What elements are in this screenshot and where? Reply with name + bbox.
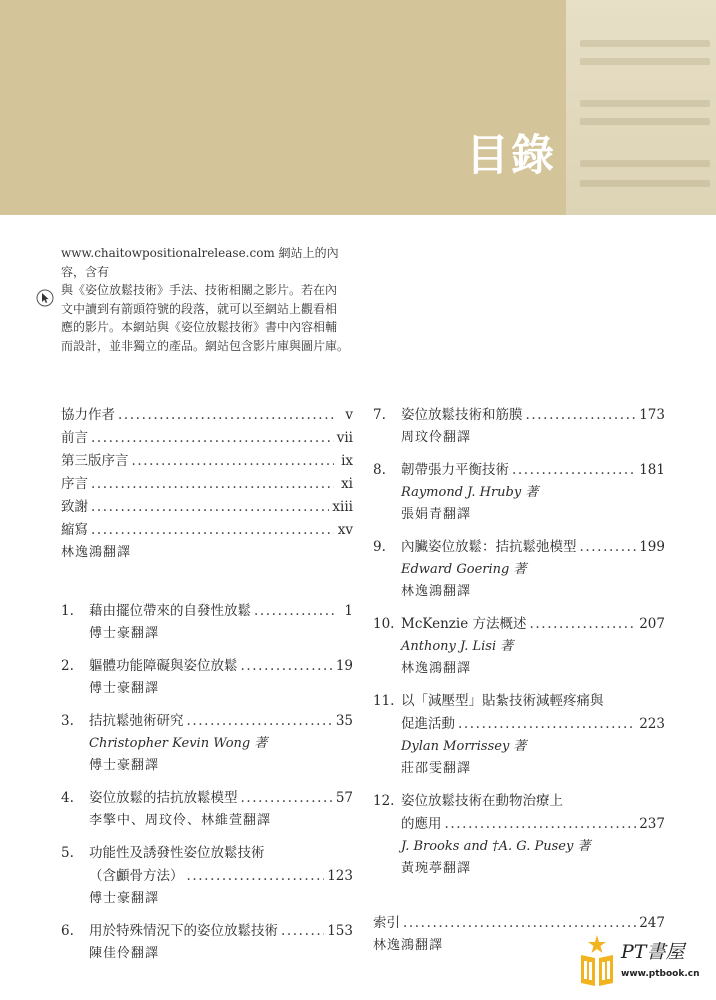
toc-entry-chapter[interactable]: [61, 842, 353, 910]
translator: 林逸鴻翻譯: [61, 545, 132, 560]
leader-dots: [241, 787, 333, 810]
leader-dots: [187, 865, 325, 888]
leader-dots: [512, 459, 636, 482]
toc-row: [61, 519, 353, 542]
toc-row: [61, 920, 353, 943]
leader-dots: [281, 920, 324, 943]
toc-row: [373, 404, 665, 427]
toc-entry-chapter[interactable]: [61, 655, 353, 700]
chapter-number: 8.: [373, 462, 386, 478]
toc-row: [61, 496, 353, 519]
page-number: 247: [639, 915, 665, 931]
page-number: 199: [639, 539, 665, 555]
toc-entry-chapter[interactable]: [373, 536, 665, 603]
page-number: 1: [344, 603, 353, 619]
toc-entry-front-matter[interactable]: [61, 450, 353, 473]
toc-row: [61, 404, 353, 427]
toc-row: [61, 842, 353, 865]
entry-title: 內臟姿位放鬆：拮抗鬆弛模型: [401, 539, 577, 555]
toc-entry-chapter[interactable]: [373, 790, 665, 880]
page-number: 19: [335, 658, 353, 674]
toc-entry-front-matter[interactable]: [61, 427, 353, 450]
toc-row: [373, 790, 665, 813]
site-logo: [577, 927, 709, 993]
author: Christopher Kevin Wong 著: [89, 736, 268, 751]
entry-title: 拮抗鬆弛術研究: [89, 713, 184, 729]
logo-name: PT書屋: [621, 941, 685, 963]
toc-entry-front-matter[interactable]: [61, 496, 353, 519]
header-side-strip: [566, 0, 716, 215]
leader-dots: [241, 655, 333, 678]
entry-title: 姿位放鬆技術和筋膜: [401, 407, 523, 423]
toc-entry-chapter[interactable]: [61, 787, 353, 832]
page-number: 223: [639, 716, 665, 732]
entry-title: 前言: [61, 430, 88, 446]
toc-column-left: [61, 404, 353, 975]
leader-dots: [118, 404, 334, 427]
toc-row: [373, 613, 665, 636]
page-number: 57: [335, 790, 353, 806]
translator: 周玟伶翻譯: [401, 430, 472, 445]
entry-title: 序言: [61, 476, 88, 492]
toc-entry-chapter[interactable]: [373, 459, 665, 526]
entry-title: 以「減壓型」貼紮技術減輕疼痛與: [401, 693, 604, 709]
toc-entry-chapter[interactable]: [373, 690, 665, 780]
leader-dots: [91, 473, 334, 496]
chapter-number: 3.: [61, 713, 74, 729]
translator: 林逸鴻翻譯: [401, 661, 472, 676]
toc-row: [373, 690, 665, 713]
translator: 傅士豪翻譯: [89, 626, 160, 641]
entry-title: 功能性及誘發性姿位放鬆技術: [89, 845, 265, 861]
leader-dots: [580, 536, 637, 559]
logo-url: www.ptbook.cn: [621, 969, 700, 979]
entry-title: 致謝: [61, 499, 88, 515]
page-number: 153: [327, 923, 353, 939]
translator: 黃琬葶翻譯: [401, 861, 472, 876]
leader-dots: [458, 713, 636, 736]
translator: 傅士豪翻譯: [89, 758, 160, 773]
toc-row: [373, 713, 665, 736]
leader-dots: [254, 600, 334, 623]
toc-column-right: [373, 404, 665, 957]
page-number: xiii: [332, 499, 353, 515]
leader-dots: [91, 427, 334, 450]
entry-title-continued: 促進活動: [401, 716, 455, 732]
toc-entry-front-matter[interactable]: [61, 519, 353, 542]
toc-entry-chapter[interactable]: [373, 613, 665, 680]
toc-row: [61, 710, 353, 733]
chapter-number: 4.: [61, 790, 74, 806]
entry-title: 縮寫: [61, 522, 88, 538]
chapter-number: 9.: [373, 539, 386, 555]
page-number: xv: [337, 522, 353, 538]
toc-row: [61, 450, 353, 473]
page-number: xi: [341, 476, 353, 492]
entry-title: McKenzie 方法概述: [401, 616, 527, 632]
chapter-number: 12.: [373, 793, 395, 809]
toc-row: [61, 865, 353, 888]
chapter-number: 6.: [61, 923, 74, 939]
leader-dots: [132, 450, 335, 473]
open-book-icon: [577, 933, 617, 987]
entry-title: 藉由擺位帶來的自發性放鬆: [89, 603, 251, 619]
toc-row: [61, 655, 353, 678]
toc-row: [61, 787, 353, 810]
entry-title: 軀體功能障礙與姿位放鬆: [89, 658, 238, 674]
intro-line: 文中讀到有箭頭符號的段落，就可以至網站上觀看相: [61, 301, 338, 316]
entry-title-continued: 的應用: [401, 816, 442, 832]
entry-title: 姿位放鬆技術在動物治療上: [401, 793, 563, 809]
translator: 陳佳伶翻譯: [89, 946, 160, 961]
chapter-number: 5.: [61, 845, 74, 861]
entry-title: 韌帶張力平衡技術: [401, 462, 509, 478]
intro-line: 與《姿位放鬆技術》手法、技術相關之影片。若在內: [61, 283, 338, 297]
entry-title-continued: （含顱骨方法）: [89, 868, 184, 884]
toc-row: [373, 813, 665, 836]
leader-dots: [187, 710, 333, 733]
chapter-number: 10.: [373, 616, 395, 632]
entry-title: 協力作者: [61, 407, 115, 423]
toc-entry-chapter[interactable]: [61, 600, 353, 645]
translator: 張娟青翻譯: [401, 507, 472, 522]
chapter-number: 2.: [61, 658, 74, 674]
page-number: 173: [639, 407, 665, 423]
toc-entry-chapter[interactable]: [61, 710, 353, 777]
translator: 莊邵雯翻譯: [401, 761, 472, 776]
toc-entry-chapter[interactable]: [373, 404, 665, 449]
toc-row: [61, 600, 353, 623]
toc-row: [61, 473, 353, 496]
leader-dots: [91, 496, 329, 519]
translator: 傅士豪翻譯: [89, 891, 160, 906]
page-number: vii: [336, 430, 353, 446]
page-title: 目錄: [466, 131, 556, 181]
entry-title: 姿位放鬆的拮抗放鬆模型: [89, 790, 238, 806]
intro-line: 應的影片。本網站與《姿位放鬆技術》書中內容相輔: [61, 320, 338, 334]
toc-row: [373, 459, 665, 482]
page-number: 123: [327, 868, 353, 884]
chapter-number: 1.: [61, 603, 74, 619]
author: Dylan Morrissey 著: [401, 739, 527, 754]
page-number: 207: [639, 616, 665, 632]
page-number: 35: [335, 713, 353, 729]
toc-entry-front-matter[interactable]: [61, 404, 353, 427]
toc-row: [61, 427, 353, 450]
leader-dots: [530, 613, 637, 636]
toc-entry-front-matter[interactable]: [61, 473, 353, 496]
page-number: v: [345, 407, 353, 423]
intro-paragraph: [61, 244, 361, 355]
leader-dots: [91, 519, 334, 542]
page-number: 181: [639, 462, 665, 478]
page-number: 237: [639, 816, 665, 832]
entry-title: 用於特殊情況下的姿位放鬆技術: [89, 923, 278, 939]
entry-title: 索引: [373, 915, 400, 931]
author: J. Brooks and †A. G. Pusey 著: [401, 839, 591, 854]
translator: 林逸鴻翻譯: [373, 938, 444, 953]
entry-title: 第三版序言: [61, 453, 129, 469]
translator: 林逸鴻翻譯: [401, 584, 472, 599]
translator: 李擎中、周玟伶、林維萱翻譯: [89, 813, 272, 828]
arrow-cursor-icon: [36, 289, 54, 307]
author: Edward Goering 著: [401, 562, 527, 577]
page-number: ix: [341, 453, 353, 469]
translator: 傅士豪翻譯: [89, 681, 160, 696]
author: Raymond J. Hruby 著: [401, 485, 539, 500]
intro-line: www.chaitowpositionalrelease.com 網站上的內容，含有: [61, 246, 339, 279]
toc-row: [373, 536, 665, 559]
chapter-number: 7.: [373, 407, 386, 423]
toc-entry-chapter[interactable]: [61, 920, 353, 965]
intro-line: 而設計，並非獨立的產品。網站包含影片庫與圖片庫。: [61, 338, 350, 353]
chapter-number: 11.: [373, 693, 395, 709]
author: Anthony J. Lisi 著: [401, 639, 514, 654]
leader-dots: [445, 813, 637, 836]
leader-dots: [526, 404, 637, 427]
